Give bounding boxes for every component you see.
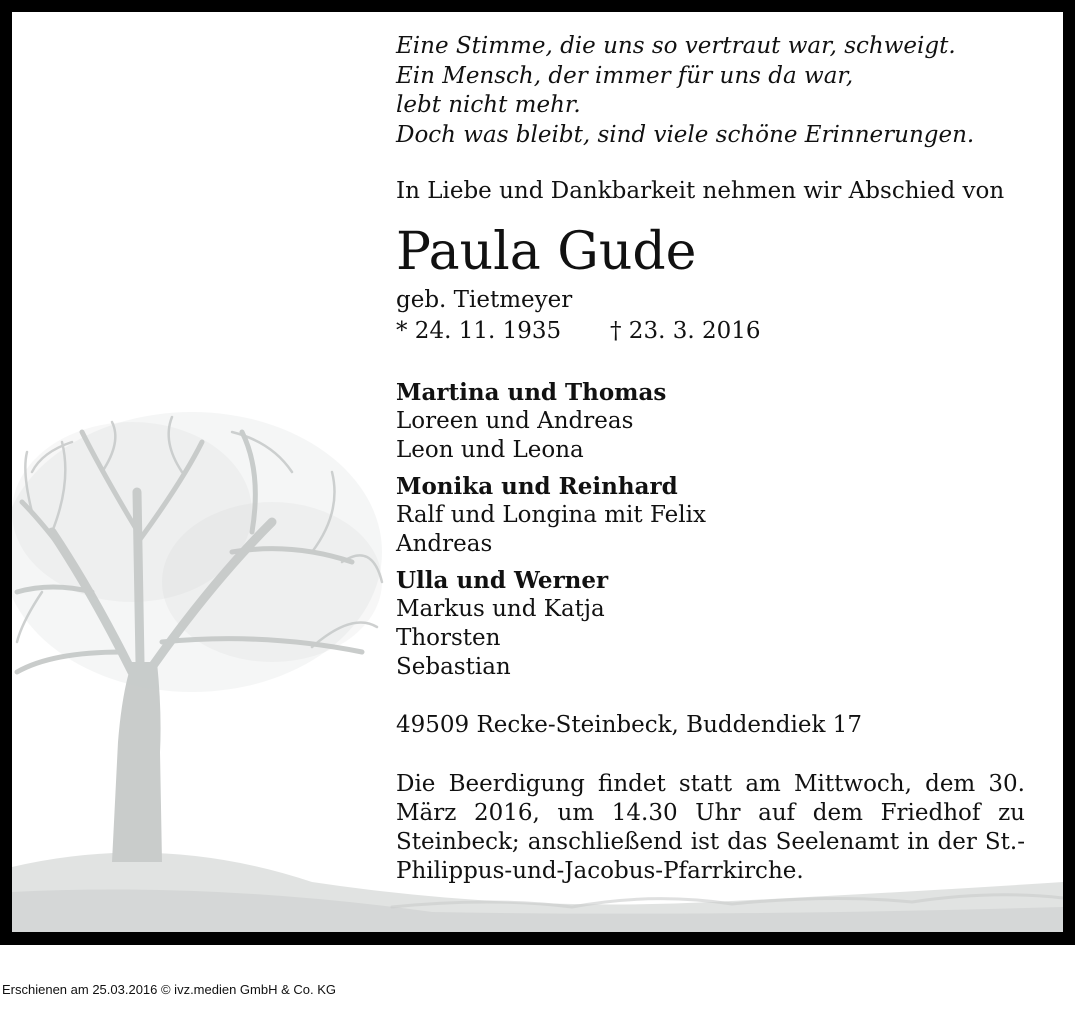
family-member: Leon und Leona xyxy=(396,437,584,463)
family-group xyxy=(396,472,706,559)
family-member: Sebastian xyxy=(396,654,511,680)
family-head: Martina und Thomas xyxy=(396,379,667,406)
poem-line: Doch was bleibt, sind viele schöne Erinnerungen. xyxy=(396,121,975,148)
family-group xyxy=(396,378,706,465)
family-member: Ralf und Longina mit Felix xyxy=(396,502,706,528)
poem-line: Ein Mensch, der immer für uns da war, xyxy=(396,62,854,89)
funeral-notice: Die Beerdigung findet statt am Mittwoch, dem 30. März 2016, um 14.30 Uhr auf dem Friedhof zu Steinbeck; anschließend ist das Seelenamt in der St.-Philippus-und-Jacobus-Pfarrkirche. xyxy=(396,771,1025,884)
family-member: Markus und Katja xyxy=(396,596,605,622)
farewell-intro: In Liebe und Dankbarkeit nehmen wir Abschied von xyxy=(396,178,1005,204)
life-dates xyxy=(396,318,761,344)
poem-line: Eine Stimme, die uns so vertraut war, schweigt. xyxy=(396,33,956,59)
birth-name: geb. Tietmeyer xyxy=(396,287,573,313)
family-head: Ulla und Werner xyxy=(396,567,609,594)
family-member: Thorsten xyxy=(396,625,501,651)
death-date: † 23. 3. 2016 xyxy=(610,318,761,344)
obituary-panel xyxy=(12,12,1063,932)
publication-footer: Erschienen am 25.03.2016 © ivz.medien GmbH & Co. KG xyxy=(2,982,337,997)
birth-date: * 24. 11. 1935 xyxy=(396,318,562,344)
family-member: Loreen und Andreas xyxy=(396,408,634,434)
poem xyxy=(396,32,974,150)
family-group xyxy=(396,566,706,682)
family-head: Monika und Reinhard xyxy=(396,473,678,500)
deceased-name: Paula Gude xyxy=(396,222,697,282)
family-member: Andreas xyxy=(396,531,493,557)
address: 49509 Recke-Steinbeck, Buddendiek 17 xyxy=(396,712,862,738)
poem-line: lebt nicht mehr. xyxy=(396,92,581,118)
mourners-list xyxy=(396,378,706,689)
